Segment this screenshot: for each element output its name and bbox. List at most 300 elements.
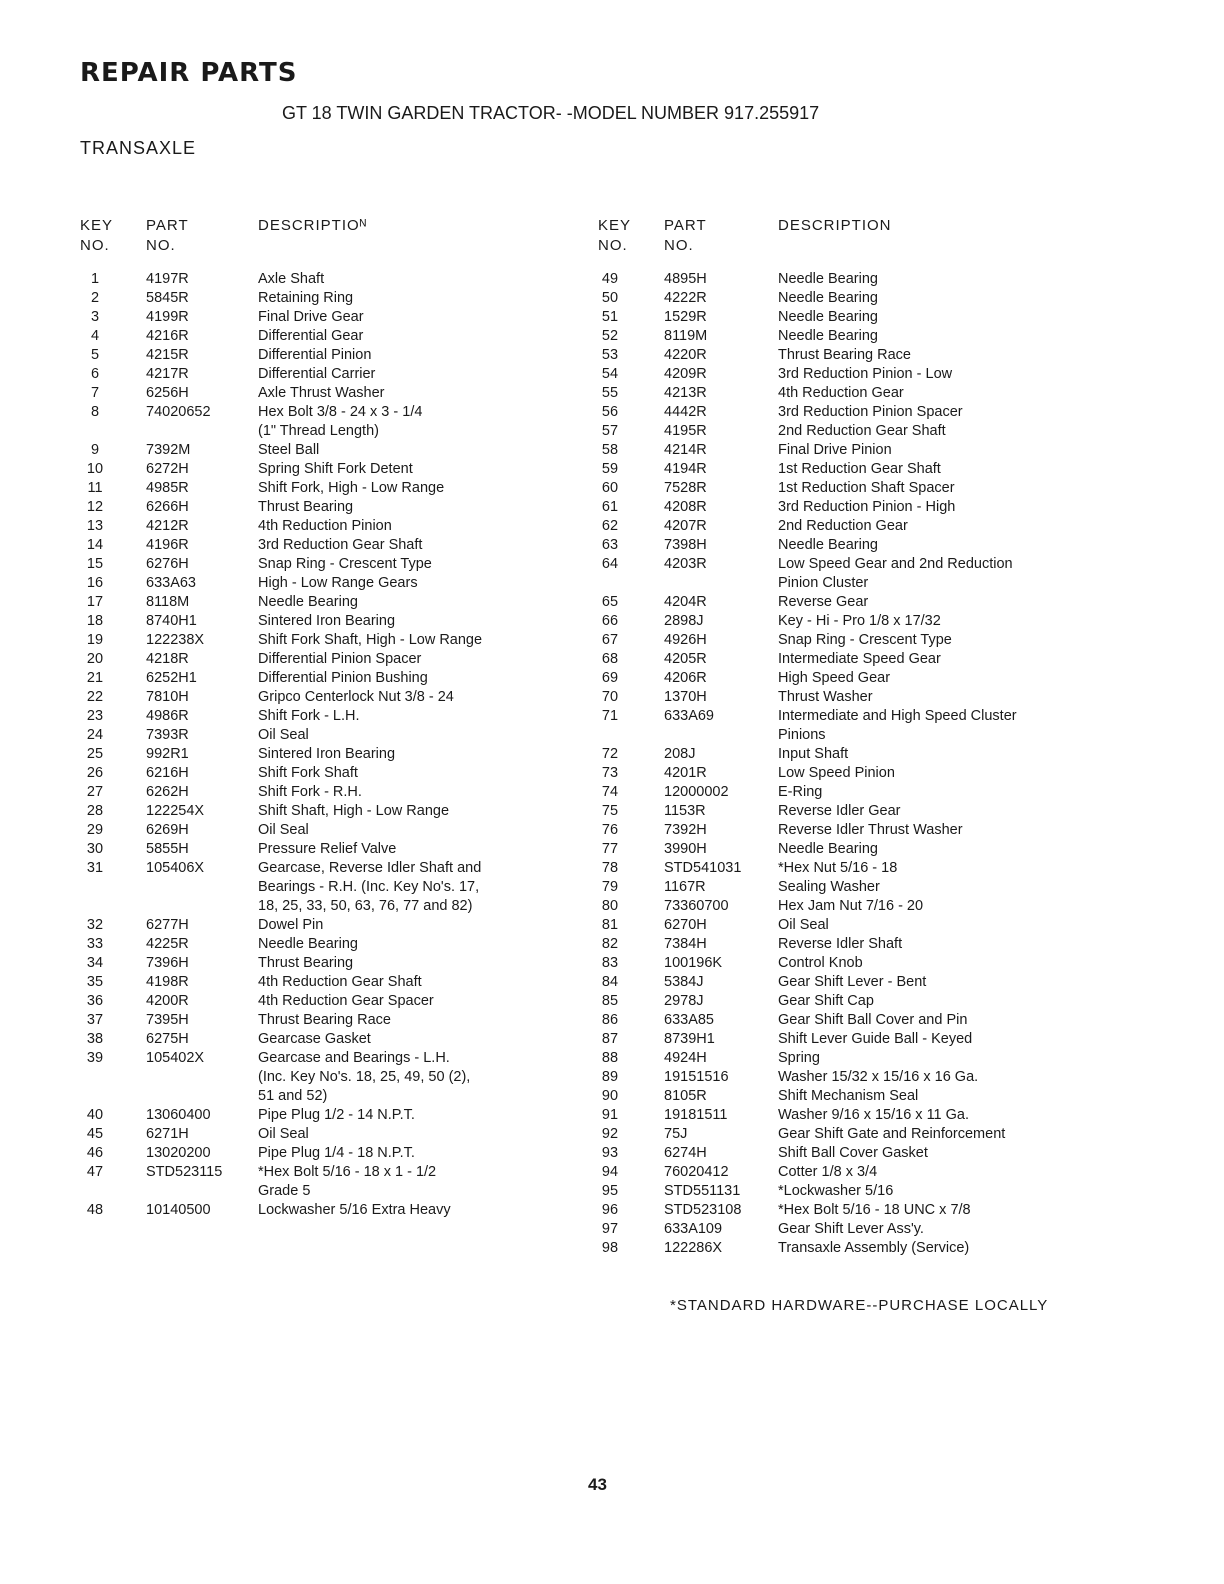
table-row — [598, 669, 1118, 688]
table-row — [80, 802, 580, 821]
part-description: Needle Bearing — [258, 936, 358, 952]
part-no: 5384J — [664, 974, 704, 990]
key-no: 51 — [601, 309, 619, 325]
table-row — [598, 745, 1118, 764]
key-no: 97 — [601, 1221, 619, 1237]
key-no: 89 — [601, 1069, 619, 1085]
key-no: 52 — [601, 328, 619, 344]
part-no: 13060400 — [146, 1107, 211, 1123]
part-no: 4225R — [146, 936, 189, 952]
key-no: 49 — [601, 271, 619, 287]
part-no: 6277H — [146, 917, 189, 933]
part-description: Needle Bearing — [778, 841, 878, 857]
part-no: 4203R — [664, 556, 707, 572]
part-description: Needle Bearing — [778, 309, 878, 325]
key-no: 34 — [86, 955, 104, 971]
part-description: Needle Bearing — [778, 328, 878, 344]
key-no: 28 — [86, 803, 104, 819]
part-description: Axle Thrust Washer — [258, 385, 385, 401]
part-description: Oil Seal — [778, 917, 829, 933]
part-no: 7395H — [146, 1012, 189, 1028]
key-no: 6 — [90, 366, 100, 382]
key-no: 67 — [601, 632, 619, 648]
part-description: Differential Pinion — [258, 347, 372, 363]
key-no: 35 — [86, 974, 104, 990]
key-no: 83 — [601, 955, 619, 971]
part-no: STD523108 — [664, 1202, 742, 1218]
part-no: 5855H — [146, 841, 189, 857]
part-no: 1370H — [664, 689, 707, 705]
table-row — [598, 308, 1118, 327]
description-header: DESCRIPTION — [778, 217, 892, 234]
part-no: 5845R — [146, 290, 189, 306]
part-description: Thrust Bearing — [258, 955, 354, 971]
key-no: 71 — [601, 708, 619, 724]
part-description: Gearcase and Bearings - L.H. — [258, 1050, 450, 1066]
key-no: 29 — [86, 822, 104, 838]
part-description: 18, 25, 33, 50, 63, 76, 77 and 82) — [258, 898, 473, 914]
part-description: *Lockwasher 5/16 — [778, 1183, 894, 1199]
table-row — [598, 840, 1118, 859]
part-no: 8119M — [664, 328, 708, 344]
table-row — [598, 422, 1118, 441]
table-row — [598, 1125, 1118, 1144]
table-row — [598, 1144, 1118, 1163]
table-row — [598, 973, 1118, 992]
part-description: Dowel Pin — [258, 917, 324, 933]
key-no: 39 — [86, 1050, 104, 1066]
table-row — [598, 289, 1118, 308]
part-no: 122254X — [146, 803, 205, 819]
part-description: Sintered Iron Bearing — [258, 746, 396, 762]
part-no: 4924H — [664, 1050, 707, 1066]
part-description: Thrust Bearing Race — [778, 347, 911, 363]
part-description: Gear Shift Lever - Bent — [778, 974, 927, 990]
key-no: 68 — [601, 651, 619, 667]
key-no: 74 — [601, 784, 619, 800]
table-row — [598, 1239, 1118, 1258]
part-no: 1529R — [664, 309, 707, 325]
key-no: 61 — [601, 499, 619, 515]
part-no: 75J — [664, 1126, 688, 1142]
part-no: 4212R — [146, 518, 189, 534]
key-no: 57 — [601, 423, 619, 439]
key-no: 10 — [86, 461, 104, 477]
parts-table-right — [598, 216, 1118, 1258]
part-no: 6269H — [146, 822, 189, 838]
table-row — [80, 384, 580, 403]
key-no: 78 — [601, 860, 619, 876]
part-description: Washer 15/32 x 15/16 x 16 Ga. — [778, 1069, 979, 1085]
table-row — [598, 517, 1118, 536]
part-description: Sintered Iron Bearing — [258, 613, 396, 629]
table-row — [80, 992, 580, 1011]
part-no: 4985R — [146, 480, 189, 496]
part-description: Low Speed Pinion — [778, 765, 895, 781]
part-description: Thrust Washer — [778, 689, 873, 705]
part-description: Shift Fork - L.H. — [258, 708, 360, 724]
table-row — [598, 536, 1118, 555]
part-description: Oil Seal — [258, 822, 309, 838]
part-description: (Inc. Key No's. 18, 25, 49, 50 (2), — [258, 1069, 471, 1085]
key-no-header: KEY NO. — [598, 217, 632, 254]
part-description: Gear Shift Cap — [778, 993, 874, 1009]
part-description: Washer 9/16 x 15/16 x 11 Ga. — [778, 1107, 970, 1123]
part-description: 51 and 52) — [258, 1088, 328, 1104]
table-row — [598, 365, 1118, 384]
part-description: Needle Bearing — [778, 271, 878, 287]
table-row — [598, 802, 1118, 821]
table-row — [80, 935, 580, 954]
part-no: 4207R — [664, 518, 707, 534]
key-no: 79 — [601, 879, 619, 895]
key-no: 62 — [601, 518, 619, 534]
part-no: STD541031 — [664, 860, 742, 876]
part-description: Hex Bolt 3/8 - 24 x 3 - 1/4 — [258, 404, 423, 420]
table-row — [598, 346, 1118, 365]
part-description: Reverse Idler Gear — [778, 803, 901, 819]
key-no: 7 — [90, 385, 100, 401]
part-no: 7398H — [664, 537, 707, 553]
part-no: 6276H — [146, 556, 189, 572]
table-row — [598, 498, 1118, 517]
table-row — [598, 479, 1118, 498]
model-subtitle: GT 18 TWIN GARDEN TRACTOR- -MODEL NUMBER 917.255917 — [282, 103, 820, 123]
key-no: 17 — [86, 594, 104, 610]
key-no: 87 — [601, 1031, 619, 1047]
table-row — [80, 441, 580, 460]
key-no: 33 — [86, 936, 104, 952]
part-description: 1st Reduction Gear Shaft — [778, 461, 941, 477]
part-description: Shift Fork Shaft, High - Low Range — [258, 632, 483, 648]
table-row — [80, 1144, 580, 1163]
key-no: 82 — [601, 936, 619, 952]
table-row — [598, 707, 1118, 745]
part-description: Shift Fork, High - Low Range — [258, 480, 445, 496]
key-no: 38 — [86, 1031, 104, 1047]
key-no: 70 — [601, 689, 619, 705]
part-no: 4218R — [146, 651, 189, 667]
key-no: 88 — [601, 1050, 619, 1066]
table-row — [80, 346, 580, 365]
table-row — [80, 1163, 580, 1201]
table-row — [598, 1011, 1118, 1030]
part-no: 4208R — [664, 499, 707, 515]
table-row — [80, 1030, 580, 1049]
table-row — [80, 308, 580, 327]
table-row — [80, 1201, 580, 1220]
part-description: Lockwasher 5/16 Extra Heavy — [258, 1202, 451, 1218]
part-description: Spring Shift Fork Detent — [258, 461, 413, 477]
part-description: Thrust Bearing Race — [258, 1012, 391, 1028]
key-no: 25 — [86, 746, 104, 762]
table-row — [80, 403, 580, 441]
part-description: Differential Carrier — [258, 366, 376, 382]
table-row — [598, 954, 1118, 973]
key-no: 72 — [601, 746, 619, 762]
table-row — [598, 384, 1118, 403]
part-no: 4214R — [664, 442, 707, 458]
table-row — [598, 1182, 1118, 1201]
key-no: 91 — [601, 1107, 619, 1123]
part-no: 4197R — [146, 271, 189, 287]
table-row — [80, 460, 580, 479]
table-row — [598, 460, 1118, 479]
part-no-header: PART NO. — [146, 217, 189, 254]
table-row — [80, 688, 580, 707]
part-no: 7396H — [146, 955, 189, 971]
key-no: 11 — [87, 480, 103, 496]
part-description: Differential Gear — [258, 328, 364, 344]
part-no: 4215R — [146, 347, 189, 363]
table-row — [80, 726, 580, 745]
part-no: 10140500 — [146, 1202, 211, 1218]
key-no: 81 — [601, 917, 619, 933]
table-row — [598, 593, 1118, 612]
key-no: 45 — [86, 1126, 104, 1142]
key-no: 60 — [601, 480, 619, 496]
key-no: 4 — [90, 328, 100, 344]
part-description: E-Ring — [778, 784, 823, 800]
part-no: 1153R — [664, 803, 706, 819]
table-row — [598, 821, 1118, 840]
part-no: 4217R — [146, 366, 189, 382]
part-no: 4220R — [664, 347, 707, 363]
key-no: 75 — [601, 803, 619, 819]
part-no: 8739H1 — [664, 1031, 715, 1047]
part-description: Axle Shaft — [258, 271, 325, 287]
part-description: Reverse Idler Thrust Washer — [778, 822, 963, 838]
key-no: 5 — [90, 347, 100, 363]
part-no: 6272H — [146, 461, 189, 477]
table-row — [598, 1106, 1118, 1125]
part-no: 6275H — [146, 1031, 189, 1047]
part-description: Shift Ball Cover Gasket — [778, 1145, 928, 1161]
key-no: 58 — [601, 442, 619, 458]
table-row — [80, 574, 580, 593]
key-no: 23 — [86, 708, 104, 724]
key-no: 98 — [601, 1240, 619, 1256]
key-no: 16 — [86, 575, 104, 591]
part-no: 7393R — [146, 727, 189, 743]
table-row — [80, 821, 580, 840]
part-no: 4442R — [664, 404, 707, 420]
key-no: 24 — [86, 727, 104, 743]
key-no: 40 — [86, 1107, 104, 1123]
part-description: Needle Bearing — [258, 594, 358, 610]
key-no: 1 — [90, 271, 100, 287]
part-description: 3rd Reduction Gear Shaft — [258, 537, 423, 553]
part-description: Shift Shaft, High - Low Range — [258, 803, 450, 819]
key-no: 3 — [90, 309, 100, 325]
part-no: 208J — [664, 746, 696, 762]
part-description: High - Low Range Gears — [258, 575, 418, 591]
table-row — [80, 707, 580, 726]
table-row — [598, 631, 1118, 650]
part-description: Thrust Bearing — [258, 499, 354, 515]
key-no: 66 — [601, 613, 619, 629]
table-row — [80, 479, 580, 498]
part-description: Pipe Plug 1/4 - 18 N.P.T. — [258, 1145, 415, 1161]
key-no: 53 — [601, 347, 619, 363]
part-description: 4th Reduction Gear Spacer — [258, 993, 434, 1009]
part-description: Oil Seal — [258, 1126, 309, 1142]
part-description: 4th Reduction Pinion — [258, 518, 392, 534]
part-no: 4205R — [664, 651, 707, 667]
part-no: 6252H1 — [146, 670, 197, 686]
key-no: 14 — [86, 537, 104, 553]
key-no: 54 — [601, 366, 619, 382]
table-row — [598, 897, 1118, 916]
part-description: Pinion Cluster — [778, 575, 869, 591]
table-row — [80, 840, 580, 859]
part-description: *Hex Bolt 5/16 - 18 x 1 - 1/2 — [258, 1164, 437, 1180]
part-no: 4222R — [664, 290, 707, 306]
table-row — [598, 992, 1118, 1011]
part-description: Snap Ring - Crescent Type — [258, 556, 432, 572]
part-no: 7392M — [146, 442, 191, 458]
part-no: 7810H — [146, 689, 189, 705]
key-no: 95 — [601, 1183, 619, 1199]
key-no: 31 — [86, 860, 104, 876]
part-no: 6262H — [146, 784, 189, 800]
part-description: *Hex Bolt 5/16 - 18 UNC x 7/8 — [778, 1202, 971, 1218]
table-row — [80, 1125, 580, 1144]
table-row — [80, 745, 580, 764]
part-no: 8740H1 — [146, 613, 197, 629]
part-description: Intermediate and High Speed Cluster — [778, 708, 1017, 724]
table-row — [598, 688, 1118, 707]
table-row — [598, 783, 1118, 802]
key-no-header: KEY NO. — [80, 217, 114, 254]
part-no: 4195R — [664, 423, 707, 439]
part-no: 100196K — [664, 955, 723, 971]
part-no-header: PART NO. — [664, 217, 707, 254]
page-title: REPAIR PARTS — [80, 58, 298, 88]
hardware-footnote: *STANDARD HARDWARE--PURCHASE LOCALLY — [670, 1297, 1049, 1314]
table-row — [598, 1163, 1118, 1182]
table-row — [80, 631, 580, 650]
key-no: 85 — [601, 993, 619, 1009]
key-no: 32 — [86, 917, 104, 933]
part-no: 4196R — [146, 537, 189, 553]
table-row — [80, 669, 580, 688]
key-no: 76 — [601, 822, 619, 838]
key-no: 73 — [601, 765, 619, 781]
key-no: 64 — [601, 556, 619, 572]
part-description: Gear Shift Gate and Reinforcement — [778, 1126, 1006, 1142]
part-no: 4206R — [664, 670, 707, 686]
section-title: TRANSAXLE — [80, 138, 197, 158]
page-number: 43 — [588, 1475, 607, 1494]
table-row — [598, 935, 1118, 954]
table-row — [598, 1220, 1118, 1239]
part-description: Shift Fork Shaft — [258, 765, 358, 781]
part-no: 6274H — [664, 1145, 707, 1161]
key-no: 94 — [601, 1164, 619, 1180]
key-no: 96 — [601, 1202, 619, 1218]
key-no: 84 — [601, 974, 619, 990]
key-no: 92 — [601, 1126, 619, 1142]
part-no: 8105R — [664, 1088, 707, 1104]
part-description: *Hex Nut 5/16 - 18 — [778, 860, 898, 876]
key-no: 65 — [601, 594, 619, 610]
part-no: 992R1 — [146, 746, 189, 762]
table-row — [80, 517, 580, 536]
part-no: 19151516 — [664, 1069, 729, 1085]
part-no: 4213R — [664, 385, 707, 401]
part-description: Control Knob — [778, 955, 863, 971]
part-description: Hex Jam Nut 7/16 - 20 — [778, 898, 924, 914]
part-no: 3990H — [664, 841, 707, 857]
part-description: 1st Reduction Shaft Spacer — [778, 480, 955, 496]
table-row — [80, 764, 580, 783]
part-description: Pressure Relief Valve — [258, 841, 397, 857]
part-description: Gear Shift Ball Cover and Pin — [778, 1012, 968, 1028]
part-no: 13020200 — [146, 1145, 211, 1161]
table-row — [80, 365, 580, 384]
table-row — [598, 1068, 1118, 1087]
part-description: Differential Pinion Spacer — [258, 651, 422, 667]
part-description: Pinions — [778, 727, 826, 743]
table-row — [80, 1049, 580, 1106]
table-row — [80, 916, 580, 935]
table-row — [80, 289, 580, 308]
part-description: Shift Lever Guide Ball - Keyed — [778, 1031, 973, 1047]
key-no: 63 — [601, 537, 619, 553]
part-no: 6256H — [146, 385, 189, 401]
part-description: Cotter 1/8 x 3/4 — [778, 1164, 878, 1180]
part-no: 12000002 — [664, 784, 729, 800]
part-no: 19181511 — [664, 1107, 728, 1123]
part-description: Input Shaft — [778, 746, 849, 762]
table-header — [80, 216, 580, 270]
key-no: 55 — [601, 385, 619, 401]
table-row — [80, 859, 580, 916]
part-no: 4198R — [146, 974, 189, 990]
table-row — [598, 555, 1118, 593]
table-row — [80, 498, 580, 517]
part-no: 6271H — [146, 1126, 189, 1142]
key-no: 69 — [601, 670, 619, 686]
part-description: Needle Bearing — [778, 290, 878, 306]
key-no: 19 — [86, 632, 104, 648]
key-no: 20 — [86, 651, 104, 667]
part-no: 2898J — [664, 613, 704, 629]
table-row — [80, 593, 580, 612]
description-header: DESCRIPTIOᴺ — [258, 217, 368, 234]
key-no: 2 — [90, 290, 100, 306]
table-row — [598, 327, 1118, 346]
key-no: 48 — [86, 1202, 104, 1218]
key-no: 9 — [90, 442, 100, 458]
part-no: 76020412 — [664, 1164, 729, 1180]
part-description: 2nd Reduction Gear — [778, 518, 908, 534]
part-description: Final Drive Pinion — [778, 442, 892, 458]
part-no: 105406X — [146, 860, 205, 876]
part-no: 4199R — [146, 309, 189, 325]
table-row — [80, 270, 580, 289]
part-description: High Speed Gear — [778, 670, 891, 686]
key-no: 37 — [86, 1012, 104, 1028]
key-no: 93 — [601, 1145, 619, 1161]
table-row — [80, 973, 580, 992]
key-no: 18 — [86, 613, 104, 629]
key-no: 13 — [86, 518, 104, 534]
part-description: 3rd Reduction Pinion Spacer — [778, 404, 963, 420]
part-no: 4926H — [664, 632, 707, 648]
part-no: 6266H — [146, 499, 189, 515]
